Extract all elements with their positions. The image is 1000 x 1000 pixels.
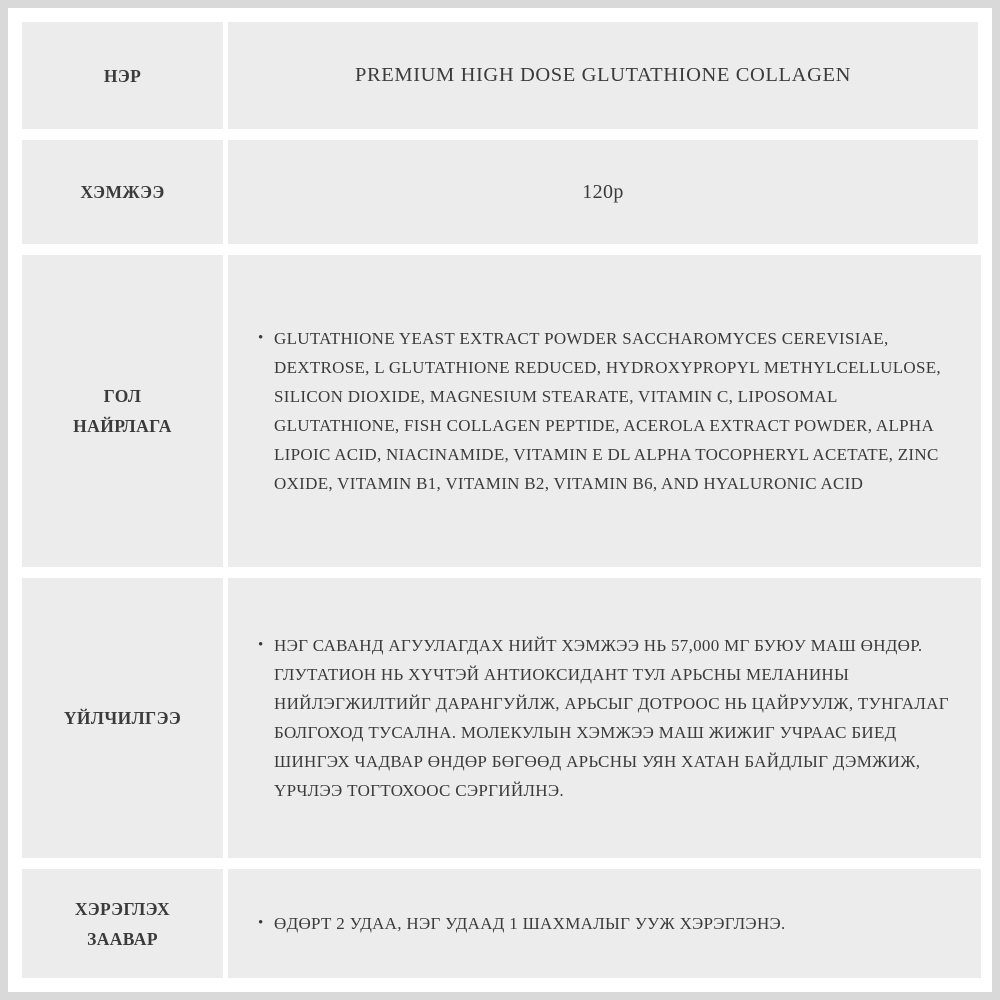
table-row-usage [22,869,978,978]
bullet-icon: • [258,330,264,346]
row-value-ingredients [228,255,981,567]
row-header-ingredients [22,255,223,567]
row-value-amount [228,140,978,244]
table-row-function [22,578,978,858]
product-amount: 120p [582,180,624,203]
product-name: PREMIUM HIGH DOSE GLUTATHIONE COLLAGEN [354,64,852,86]
list-item [258,909,963,938]
row-header-label: НЭР [103,65,142,86]
ingredients-text: GLUTATHIONE YEAST EXTRACT POWDER SACCHAROMYCES CEREVISIAE, DEXTROSE, L GLUTATHIONE REDUCED, HYDROXYPROPYL METHYLCELLULOSE, SILICON DIOXIDE, MAGNESIUM STEARATE, VITAMIN C, LIPOSOMAL GLUTATHIONE, FISH COLLAGEN PEPTIDE, ACEROLA EXTRACT POWDER, ALPHA LIPOIC ACID, NIACINAMIDE, VITAMIN E DL ALPHA TOCOPHERYL ACETATE, ZINC OXIDE, VITAMIN B1, VITAMIN B2, VITAMIN B6, AND HYALURONIC ACID [274,329,941,493]
table-row-ingredients [22,255,978,567]
row-header-name [22,22,223,129]
row-header-label: ХЭРЭГЛЭХ ЗААВАР [74,898,171,949]
row-header-label: ХЭМЖЭЭ [80,182,165,202]
row-value-usage [228,869,981,978]
row-header-label: ҮЙЛЧИЛГЭЭ [63,708,182,728]
row-header-function [22,578,223,858]
usage-text: ӨДӨРТ 2 УДАА, НЭГ УДААД 1 ШАХМАЛЫГ УУЖ ХЭРЭГЛЭНЭ. [274,914,786,933]
bullet-icon: • [258,637,264,653]
ingredients-list [258,324,963,498]
list-item [258,631,963,805]
table-row-name [22,22,978,129]
row-header-amount [22,140,223,244]
bullet-icon: • [258,915,264,931]
table-row-amount [22,140,978,244]
usage-list [258,909,963,938]
row-value-function [228,578,981,858]
row-header-usage [22,869,223,978]
function-list [258,631,963,805]
row-header-label: ГОЛ НАЙРЛАГА [73,386,172,436]
function-text: НЭГ САВАНД АГУУЛАГДАХ НИЙТ ХЭМЖЭЭ НЬ 57,000 МГ БУЮУ МАШ ӨНДӨР. ГЛУТАТИОН НЬ ХҮЧТЭЙ АНТИОКСИДАНТ ТУЛ АРЬСНЫ МЕЛАНИНЫ НИЙЛЭГЖИЛТИЙГ ДАРАНГУЙЛЖ, АРЬСЫГ ДОТРООС НЬ ЦАЙРУУЛЖ, ТУНГАЛАГ БОЛГОХОД ТУСАЛНА. МОЛЕКУЛЫН ХЭМЖЭЭ МАШ ЖИЖИГ УЧРААС БИЕД ШИНГЭХ ЧАДВАР ӨНДӨР БӨГӨӨД АРЬСНЫ УЯН ХАТАН БАЙДЛЫГ ДЭМЖИЖ, ҮРЧЛЭЭ ТОГТОХООС СЭРГИЙЛНЭ. [274,636,949,800]
list-item [258,324,963,498]
row-value-name [228,22,978,129]
